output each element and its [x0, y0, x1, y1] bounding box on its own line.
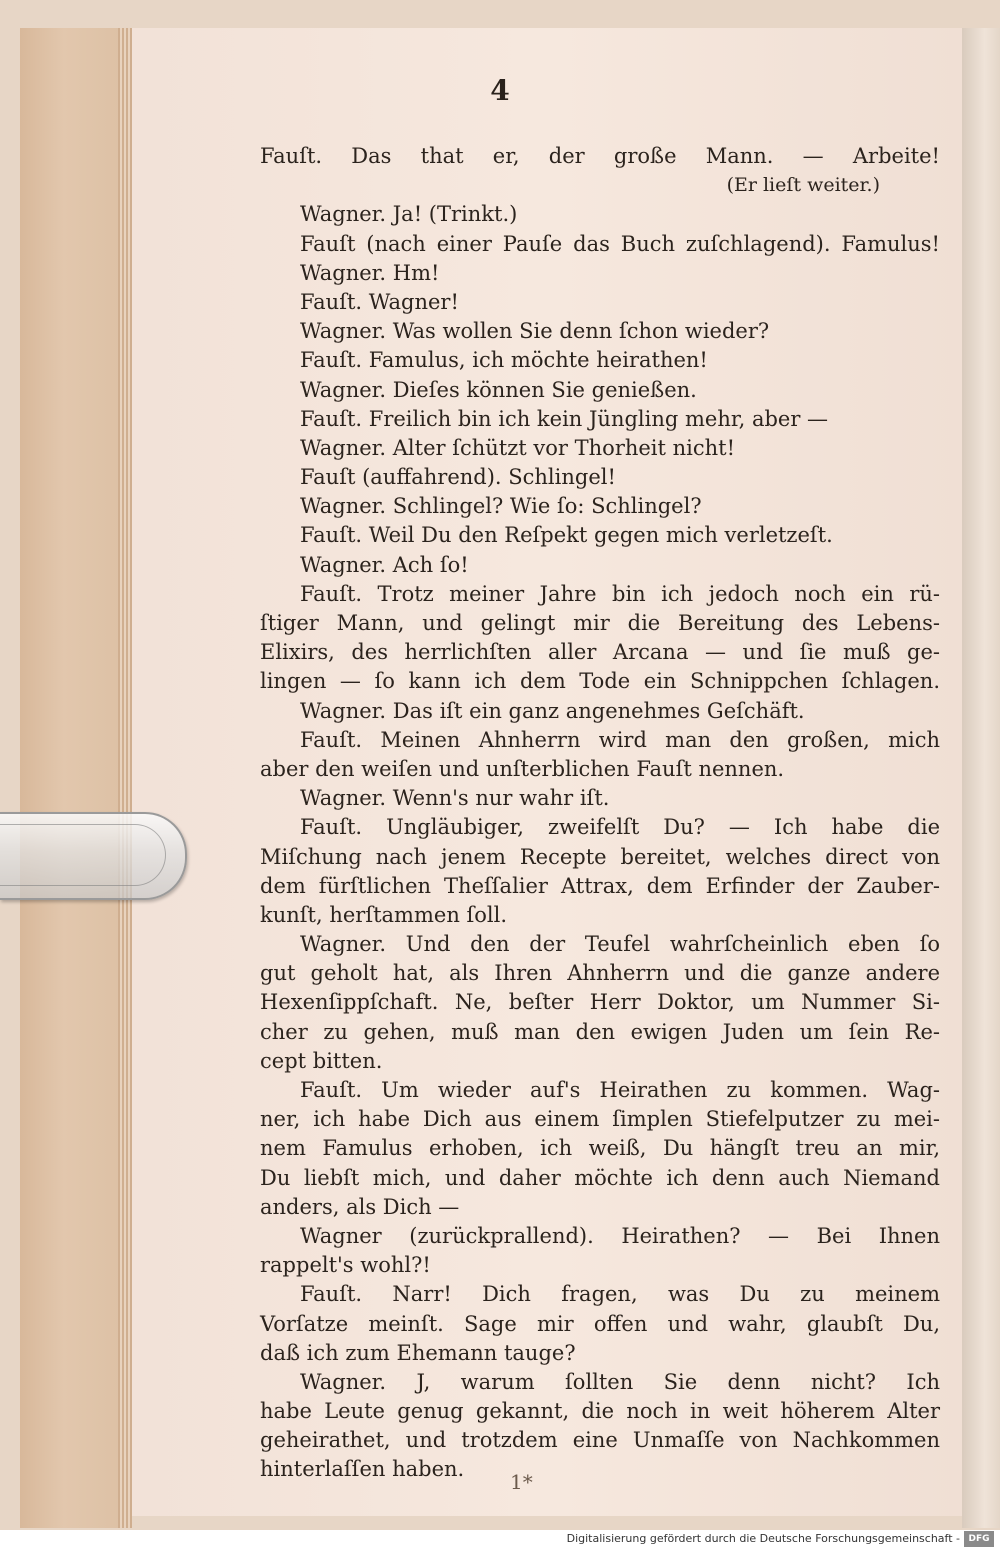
text-line: aber den weiſen und unſterblichen Fauſt nennen.: [260, 756, 785, 781]
text-line: ſtiger Mann, und gelingt mir die Bereitung des Lebens-: [260, 611, 940, 635]
text-line: Wagner. Schlingel? Wie ſo: Schlingel?: [300, 494, 702, 519]
text-line: Wagner. Das iſt ein ganz angenehmes Geſchäft.: [300, 698, 805, 723]
clip-highlight: [0, 824, 166, 886]
text-line: Wagner. Was wollen Sie denn ſchon wieder?: [300, 319, 770, 344]
page-edges: [118, 28, 132, 1528]
text-line: Miſchung nach jenem Recepte bereitet, welches direct von: [260, 844, 940, 869]
text-line: Fauſt. Das that er, der große Mann. — Arbeite!: [260, 144, 940, 168]
text-line: Du liebſt mich, und daher möchte ich denn auch Niemand: [260, 1165, 940, 1190]
text-line: Fauſt. Ungläubiger, zweifelſt Du? — Ich habe die: [300, 815, 940, 840]
text-line: dem fürſtlichen Theſſalier Attrax, dem Erfinder der Zauber-: [260, 873, 940, 898]
text-line: Fauſt. Freilich bin ich kein Jüngling mehr, aber —: [300, 406, 829, 431]
text-line: geheirathet, und trotzdem eine Unmaſſe von Nachkommen: [260, 1428, 940, 1453]
text-line: Wagner. Wenn's nur wahr iſt.: [300, 786, 610, 811]
text-line: Fauſt (auffahrend). Schlingel!: [300, 465, 616, 490]
text-line: cher zu gehen, muß man den ewigen Juden um ſein Re-: [260, 1019, 940, 1044]
next-page-strip: [962, 28, 1000, 1528]
text-line: habe Leute genug gekannt, die noch in weit höherem Alter: [260, 1399, 940, 1424]
text-line: nem Famulus erhoben, ich weiß, Du hängſt treu an mir,: [260, 1136, 940, 1161]
text-line: anders, als Dich —: [260, 1194, 460, 1219]
text-line: Fauſt (nach einer Pauſe das Buch zuſchlagend). Famulus!: [300, 231, 940, 256]
plastic-clip-icon: [0, 812, 187, 900]
text-line: kunſt, herſtammen ſoll.: [260, 902, 508, 927]
text-line: Wagner. Hm!: [300, 260, 440, 285]
page-number: 4: [490, 74, 510, 107]
text-line: Wagner. Und den der Teufel wahrſcheinlich eben ſo: [300, 932, 940, 957]
footer-credit: Digitalisierung gefördert durch die Deutsche Forschungsgemeinschaft -: [566, 1532, 960, 1545]
text-line: Fauſt. Wagner!: [300, 289, 459, 314]
text-line: Fauſt. Trotz meiner Jahre bin ich jedoch noch ein rü-: [300, 581, 940, 606]
text-line: hinterlaſſen haben.: [260, 1457, 465, 1482]
text-line: gut geholt hat, als Ihren Ahnherrn und die ganze andere: [260, 961, 940, 986]
text-line: ner, ich habe Dich aus einem ſimplen Stiefelputzer zu mei-: [260, 1107, 940, 1132]
text-line: Hexenſippſchaft. Ne, beſter Herr Doktor, um Nummer Si-: [260, 990, 940, 1015]
text-line: cept bitten.: [260, 1048, 383, 1073]
text-line: Fauſt. Weil Du den Reſpekt gegen mich verletzeſt.: [300, 523, 833, 548]
text-line: Wagner. J, warum ſollten Sie denn nicht? Ich: [300, 1369, 940, 1394]
text-line: Fauſt. Famulus, ich möchte heirathen!: [300, 348, 708, 373]
signature-mark: 1*: [510, 1470, 533, 1494]
text-line: rappelt's wohl?!: [260, 1253, 431, 1278]
text-line: Wagner. Dieſes können Sie genießen.: [300, 377, 697, 402]
text-line: Wagner (zurückprallend). Heirathen? — Bei Ihnen: [300, 1223, 940, 1248]
body-text: [260, 142, 940, 1485]
text-line: lingen — ſo kann ich dem Tode ein Schnippchen ſchlagen.: [260, 669, 940, 694]
text-line: daß ich zum Ehemann tauge?: [260, 1340, 576, 1365]
text-line: Fauſt. Meinen Ahnherrn wird man den großen, mich: [300, 727, 940, 752]
dfg-logo-icon: DFG: [964, 1531, 994, 1547]
book-cover-edge: [20, 28, 130, 1528]
text-line: Wagner. Ja! (Trinkt.): [300, 202, 518, 227]
text-line: Fauſt. Narr! Dich fragen, was Du zu meinem: [300, 1282, 940, 1307]
text-line: Wagner. Alter ſchützt vor Thorheit nicht!: [300, 435, 736, 460]
text-line: Wagner. Ach ſo!: [300, 552, 469, 577]
text-line: Elixirs, des herrlichſten aller Arcana — und ſie muß ge-: [260, 640, 940, 665]
text-line: Fauſt. Um wieder auf's Heirathen zu kommen. Wag-: [300, 1078, 940, 1102]
stage-direction: (Er lieſt weiter.): [726, 174, 880, 197]
text-line: Vorſatze meinſt. Sage mir offen und wahr, glaubſt Du,: [260, 1311, 940, 1336]
